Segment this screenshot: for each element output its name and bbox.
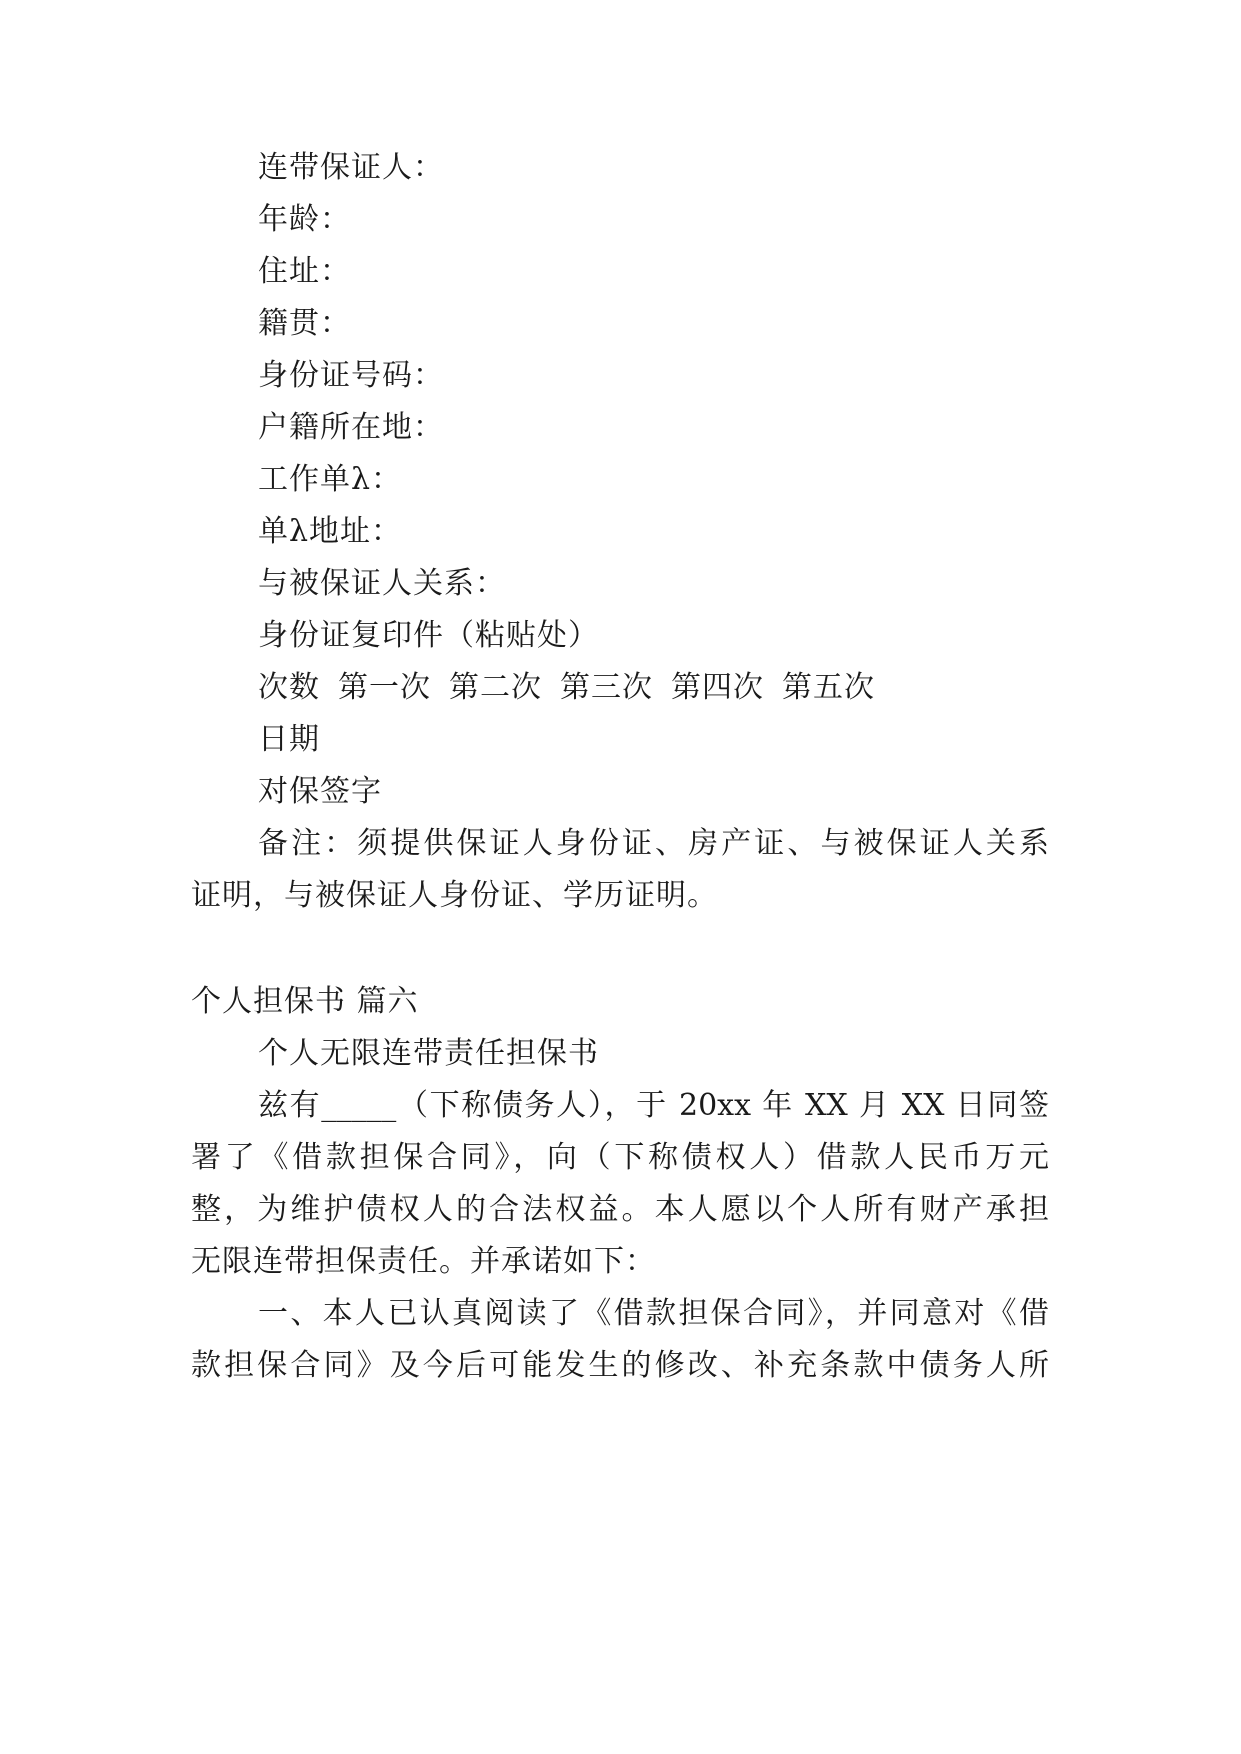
times-label: 次数 <box>258 670 320 705</box>
age-label: 年龄： <box>258 202 351 237</box>
time-3: 第三次 <box>560 670 653 705</box>
time-1: 第一次 <box>338 670 431 705</box>
time-2: 第二次 <box>449 670 542 705</box>
time-5: 第五次 <box>782 670 875 705</box>
para2-line-2: 款担保合同》及今后可能发生的修改、补充条款中债务人所 <box>191 1348 1049 1383</box>
note-line-2: 证明，与被保证人身份证、学历证明。 <box>191 878 718 913</box>
guarantor-label: 连带保证人： <box>258 150 444 185</box>
para1-line-3: 整，为维护债权人的合法权益。本人愿以个人所有财产承担 <box>191 1192 1049 1227</box>
id-copy-label: 身份证复印件（粘贴处） <box>258 618 599 653</box>
id-number-label: 身份证号码： <box>258 358 444 393</box>
section-heading: 个人担保书 篇六 <box>191 984 419 1019</box>
time-4: 第四次 <box>671 670 764 705</box>
para1-line-4: 无限连带担保责任。并承诺如下： <box>191 1244 656 1279</box>
relationship-label: 与被保证人关系： <box>258 566 506 601</box>
para2-line-1: 一、本人已认真阅读了《借款担保合同》，并同意对《借 <box>258 1296 1049 1331</box>
unit-address-label: 单λ地址： <box>258 514 403 549</box>
para1-line-1: 兹有_____（下称债务人），于 20xx 年 XX 月 XX 日同签 <box>258 1088 1049 1123</box>
times-row <box>258 668 875 708</box>
work-unit-label: 工作单λ： <box>258 462 403 497</box>
address-label: 住址： <box>258 254 351 289</box>
household-register-label: 户籍所在地： <box>258 410 444 445</box>
note-line-1: 备注：须提供保证人身份证、房产证、与被保证人关系 <box>258 826 1049 861</box>
document-title: 个人无限连带责任担保书 <box>258 1036 599 1071</box>
native-place-label: 籍贯： <box>258 306 351 341</box>
signature-label: 对保签字 <box>258 774 382 809</box>
para1-line-2: 署了《借款担保合同》，向（下称债权人）借款人民币万元 <box>191 1140 1049 1175</box>
date-label: 日期 <box>258 722 320 757</box>
